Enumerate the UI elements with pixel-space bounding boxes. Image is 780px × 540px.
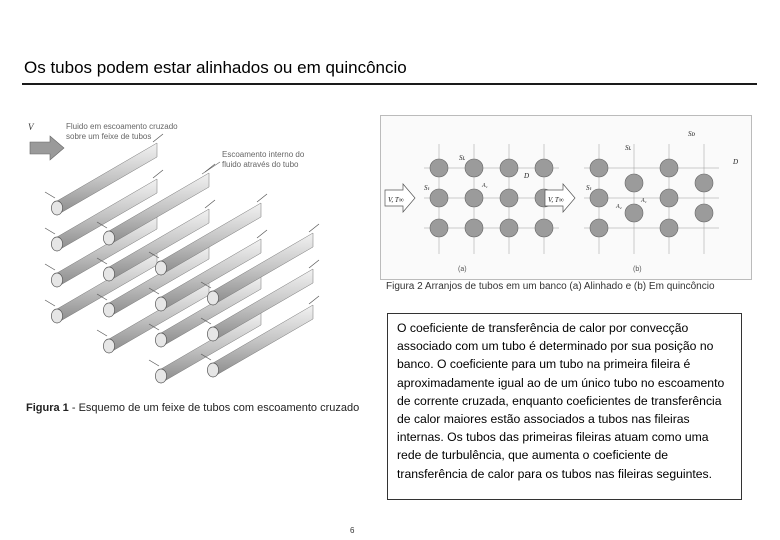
tube-cross-section [500,219,518,237]
tube-end [155,369,166,383]
flow-label-1: Fluido em escoamento cruzado [66,122,178,131]
tube-cross-section [660,219,678,237]
svg-text:A₂: A₂ [616,204,622,210]
inflow-arrow-icon [30,136,64,160]
tube-end [51,309,62,323]
crossflow-arrow [45,192,55,198]
crossflow-arrow [45,264,55,270]
flow-arrow [309,260,319,268]
tube-end [103,231,114,245]
sub-label-b: (b) [633,266,642,273]
tube-end [51,201,62,215]
tube-end [207,327,218,341]
svg-text:Sᴅ: Sᴅ [688,130,696,138]
tube-cross-section [465,159,483,177]
figure-2-caption: Figura 2 Arranjos de tubos em um banco (a) Alinhado e (b) Em quincôncio [386,281,715,292]
tube-group [45,134,319,383]
tube-cross-section [625,204,643,222]
tube-cross-section [625,174,643,192]
tube-cross-section [590,189,608,207]
tube-cross-section [465,219,483,237]
flow-arrow [205,164,215,172]
svg-text:D: D [733,158,739,166]
tube-cross-section [535,219,553,237]
flow-arrow [309,224,319,232]
tube [57,143,157,215]
tube-cross-section [695,204,713,222]
internal-label-2: fluido através do tubo [222,160,299,169]
svg-text:A₁: A₁ [482,183,488,189]
tube-cross-section [465,189,483,207]
tube-end [51,237,62,251]
figure-1-caption: Figura 1 - Esquemo de um feixe de tubos com escoamento cruzado [26,402,360,414]
tube-end [51,273,62,287]
tube-cross-section [695,174,713,192]
crossflow-arrow [45,228,55,234]
flow-arrow [153,170,163,178]
body-text-box: O coeficiente de transferência de calor por convecção associado com um tubo é determinado por sua posição no banco. O coeficiente para um tubo na primeira fileira é aproximadamente igual ao de um único tubo no escoamento de corrente cruzada, enquanto coeficientes de transferência de calor maiores estão associados a tubos nas fileiras internas. Os tubos das primeiras fileiras atuam como uma rede de turbulência, que aumenta o coeficiente de transferência de calor para os tubos nas fileiras seguintes. [387,313,742,500]
tube-end [103,339,114,353]
svg-text:Sʟ: Sʟ [459,154,466,162]
tube-cross-section [500,159,518,177]
svg-text:V, T∞: V, T∞ [388,196,404,204]
svg-text:Sₜ: Sₜ [424,184,430,192]
page-title: Os tubos podem estar alinhados ou em quincôncio [24,58,407,77]
figure-2-arrangements [380,115,752,280]
velocity-symbol: V [28,122,34,132]
svg-text:Sʟ: Sʟ [625,144,632,152]
sub-label-a: (a) [458,266,467,273]
svg-text:V, T∞: V, T∞ [548,196,564,204]
tube-cross-section [590,159,608,177]
tube-end [155,261,166,275]
svg-text:D: D [524,172,530,180]
tube-end [103,303,114,317]
page-number: 6 [350,526,355,535]
tube-cross-section [430,219,448,237]
tube-end [207,291,218,305]
tube-end [155,333,166,347]
staggered-arrangement [584,144,719,254]
title-divider [22,83,757,85]
tube-end [207,363,218,377]
flow-arrow [153,134,163,142]
figure-1-tube-bundle [22,112,367,412]
crossflow-arrow [97,330,107,336]
tube-end [155,297,166,311]
tube-cross-section [430,159,448,177]
internal-label-1: Escoamento interno do [222,150,305,159]
tube-end [103,267,114,281]
tube-cross-section [500,189,518,207]
svg-text:A₁: A₁ [641,198,647,204]
tube-cross-section [660,189,678,207]
crossflow-arrow [149,360,159,366]
flow-arrow [257,194,267,202]
flow-arrow [257,230,267,238]
crossflow-arrow [45,300,55,306]
tube-cross-section [430,189,448,207]
flow-label-2: sobre um feixe de tubos [66,132,152,141]
tube-cross-section [535,159,553,177]
tube-cross-section [590,219,608,237]
aligned-arrangement [424,144,559,254]
flow-arrow [205,200,215,208]
flow-arrow [309,296,319,304]
svg-text:Sₜ: Sₜ [586,184,592,192]
tube-cross-section [660,159,678,177]
